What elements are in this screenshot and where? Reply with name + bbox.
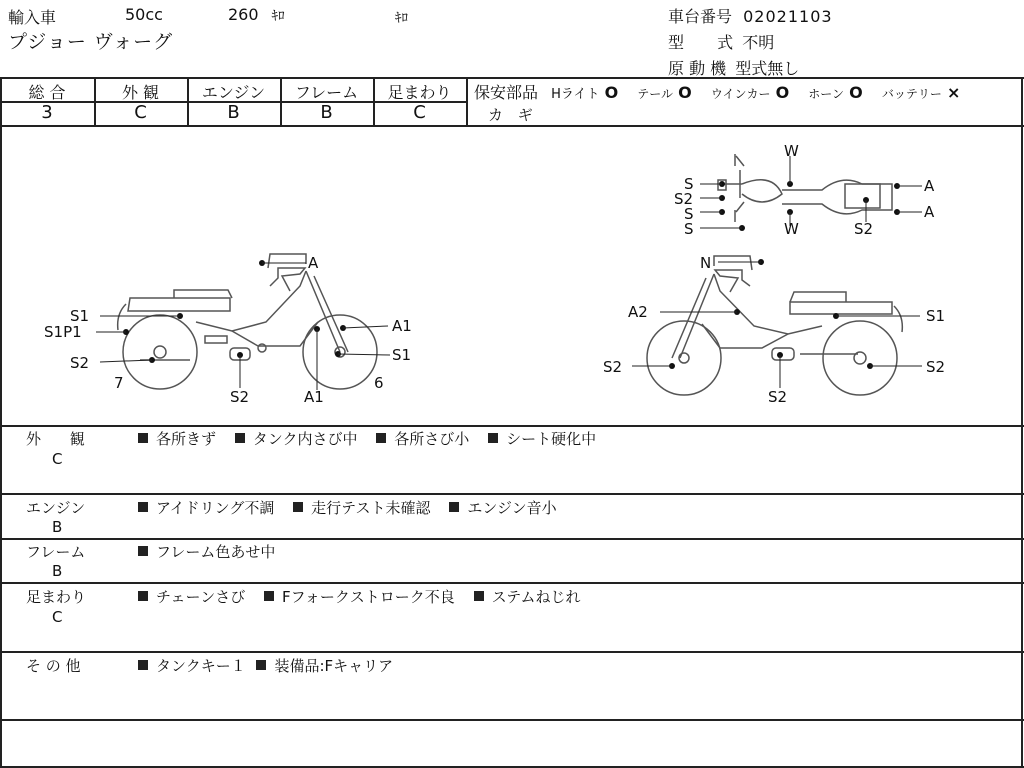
label-top-s2-rear: S2 <box>854 220 874 238</box>
remark-item: フレーム色あせ中 <box>156 543 276 561</box>
label-left-s2-bottom: S2 <box>230 388 250 406</box>
bullet-icon <box>138 502 148 512</box>
remark-item: タンクキー１ <box>156 657 246 675</box>
remark-category-suspension: 足まわり <box>26 588 87 606</box>
safety-tail-mark: O <box>678 83 692 102</box>
remark-category-exterior: 外 観 <box>26 430 85 448</box>
label-top-s-3: S <box>684 220 694 238</box>
label-left-a: A <box>308 254 319 272</box>
label-top-a-2: A <box>924 203 935 221</box>
safety-headlight-label: Hライト <box>551 87 600 102</box>
label-left-7: 7 <box>114 374 124 392</box>
bullet-icon <box>138 546 148 556</box>
grade-value-engine: B <box>227 102 240 123</box>
safety-horn-mark: O <box>849 83 863 102</box>
bullet-icon <box>138 660 148 670</box>
mileage-unit: ｷﾛ <box>271 9 285 24</box>
label-right-s2-bottom: S2 <box>768 388 788 406</box>
grade-header-suspension: 足まわり <box>387 83 452 102</box>
type-label: 型 式 <box>668 33 734 52</box>
label-left-6: 6 <box>374 374 384 392</box>
grade-header-exterior: 外 観 <box>121 83 160 102</box>
remark-item: 装備品:Fキャリア <box>274 657 394 675</box>
remark-grade-suspension: C <box>52 608 63 626</box>
label-top-s-1: S <box>684 175 694 193</box>
bullet-icon <box>138 591 148 601</box>
label-left-a1: A1 <box>392 317 412 335</box>
bullet-icon <box>256 660 266 670</box>
label-left-s2: S2 <box>70 354 90 372</box>
scooter-left-view <box>118 254 377 389</box>
label-left-s1p1: S1P1 <box>44 323 82 341</box>
damage-diagram <box>0 126 1024 426</box>
safety-item-winker <box>711 83 794 102</box>
label-left-s1: S1 <box>70 307 90 325</box>
safety-headlight-mark: O <box>604 83 619 102</box>
engine-type-value: 型式無し <box>735 59 800 78</box>
safety-horn-label: ホーン <box>808 87 845 101</box>
grade-value-frame: B <box>320 102 333 123</box>
safety-item-tail <box>637 83 697 102</box>
safety-item-headlight <box>551 83 623 102</box>
remark-grade-frame: B <box>52 562 63 580</box>
remark-items-suspension <box>138 586 595 607</box>
engine-type-label: 原 動 機 <box>668 59 727 78</box>
label-right-s1: S1 <box>926 307 946 325</box>
grade-value-total: 3 <box>41 102 53 123</box>
type-row <box>668 30 774 53</box>
safety-parts-row <box>474 80 960 103</box>
grade-header-engine: エンジン <box>201 83 266 102</box>
remark-category-frame: フレーム <box>26 543 86 561</box>
remark-items-engine <box>138 497 571 518</box>
label-top-s2: S2 <box>674 190 694 208</box>
bullet-icon <box>138 433 148 443</box>
safety-item-horn <box>808 83 868 102</box>
mileage-unit-2: ｷﾛ <box>395 11 408 26</box>
remark-items-other <box>138 655 407 676</box>
grade-header-total: 総 合 <box>28 83 66 102</box>
remark-item: ステムねじれ <box>491 588 581 606</box>
bullet-icon <box>376 433 386 443</box>
label-top-s-2: S <box>684 205 694 223</box>
remark-item: チェーンさび <box>156 588 246 606</box>
mileage-value: 260 <box>228 5 259 24</box>
remark-category-other: そ の 他 <box>26 657 81 675</box>
remark-item: 各所さび小 <box>394 430 470 448</box>
label-top-w-bottom: W <box>784 220 799 238</box>
label-top-w: W <box>784 142 799 160</box>
bullet-icon <box>449 502 459 512</box>
safety-label: 保安部品 <box>474 83 539 102</box>
engine-type-row <box>668 56 799 79</box>
bullet-icon <box>474 591 484 601</box>
safety-winker-label: ウインカー <box>710 87 771 101</box>
label-right-a2: A2 <box>628 303 648 321</box>
leader-lines <box>96 156 922 390</box>
label-left-a1-bottom: A1 <box>304 388 324 406</box>
remark-category-engine: エンジン <box>26 499 86 517</box>
label-top-a-1: A <box>924 177 935 195</box>
key-label: カ ギ <box>488 106 533 124</box>
safety-item-battery <box>882 83 961 102</box>
safety-battery-mark: × <box>946 83 961 102</box>
frame-no <box>668 4 833 27</box>
displacement: 50cc <box>125 5 163 24</box>
bullet-icon <box>488 433 498 443</box>
damage-marker-dots <box>123 181 900 369</box>
label-right-s2-rear: S2 <box>926 358 946 376</box>
remark-grade-exterior: C <box>52 450 63 468</box>
label-left-s1-front: S1 <box>392 346 412 364</box>
remark-item: 走行テスト未確認 <box>311 499 431 517</box>
safety-battery-label: バッテリー <box>881 87 942 101</box>
type-value: 不明 <box>742 33 775 52</box>
import-label: 輸入車 <box>8 8 57 27</box>
remark-item: シート硬化中 <box>506 430 597 448</box>
frame-no-value: 02021103 <box>743 7 833 26</box>
remark-items-exterior <box>138 428 610 449</box>
remark-item: タンク内さび中 <box>252 430 358 448</box>
grade-header-frame: フレーム <box>294 83 359 102</box>
label-right-n: N <box>700 254 712 272</box>
bullet-icon <box>293 502 303 512</box>
safety-tail-label: テール <box>637 87 674 101</box>
model-name: プジョー ヴォーグ <box>8 31 174 53</box>
bullet-icon <box>235 433 245 443</box>
mileage <box>228 5 285 24</box>
remark-item: エンジン音小 <box>467 499 557 517</box>
remark-grade-engine: B <box>52 518 63 536</box>
remark-item: 各所きず <box>156 430 217 448</box>
grade-value-exterior: C <box>134 102 147 123</box>
remark-item: Fフォークストローク不良 <box>282 588 455 606</box>
grade-value-suspension: C <box>413 102 426 123</box>
label-right-s2-front: S2 <box>603 358 623 376</box>
scooter-right-view <box>647 256 902 395</box>
remark-items-frame <box>138 541 289 562</box>
frame-no-label: 車台番号 <box>668 7 733 26</box>
remark-item: アイドリング不調 <box>156 499 275 517</box>
bullet-icon <box>264 591 274 601</box>
safety-winker-mark: O <box>775 83 790 102</box>
